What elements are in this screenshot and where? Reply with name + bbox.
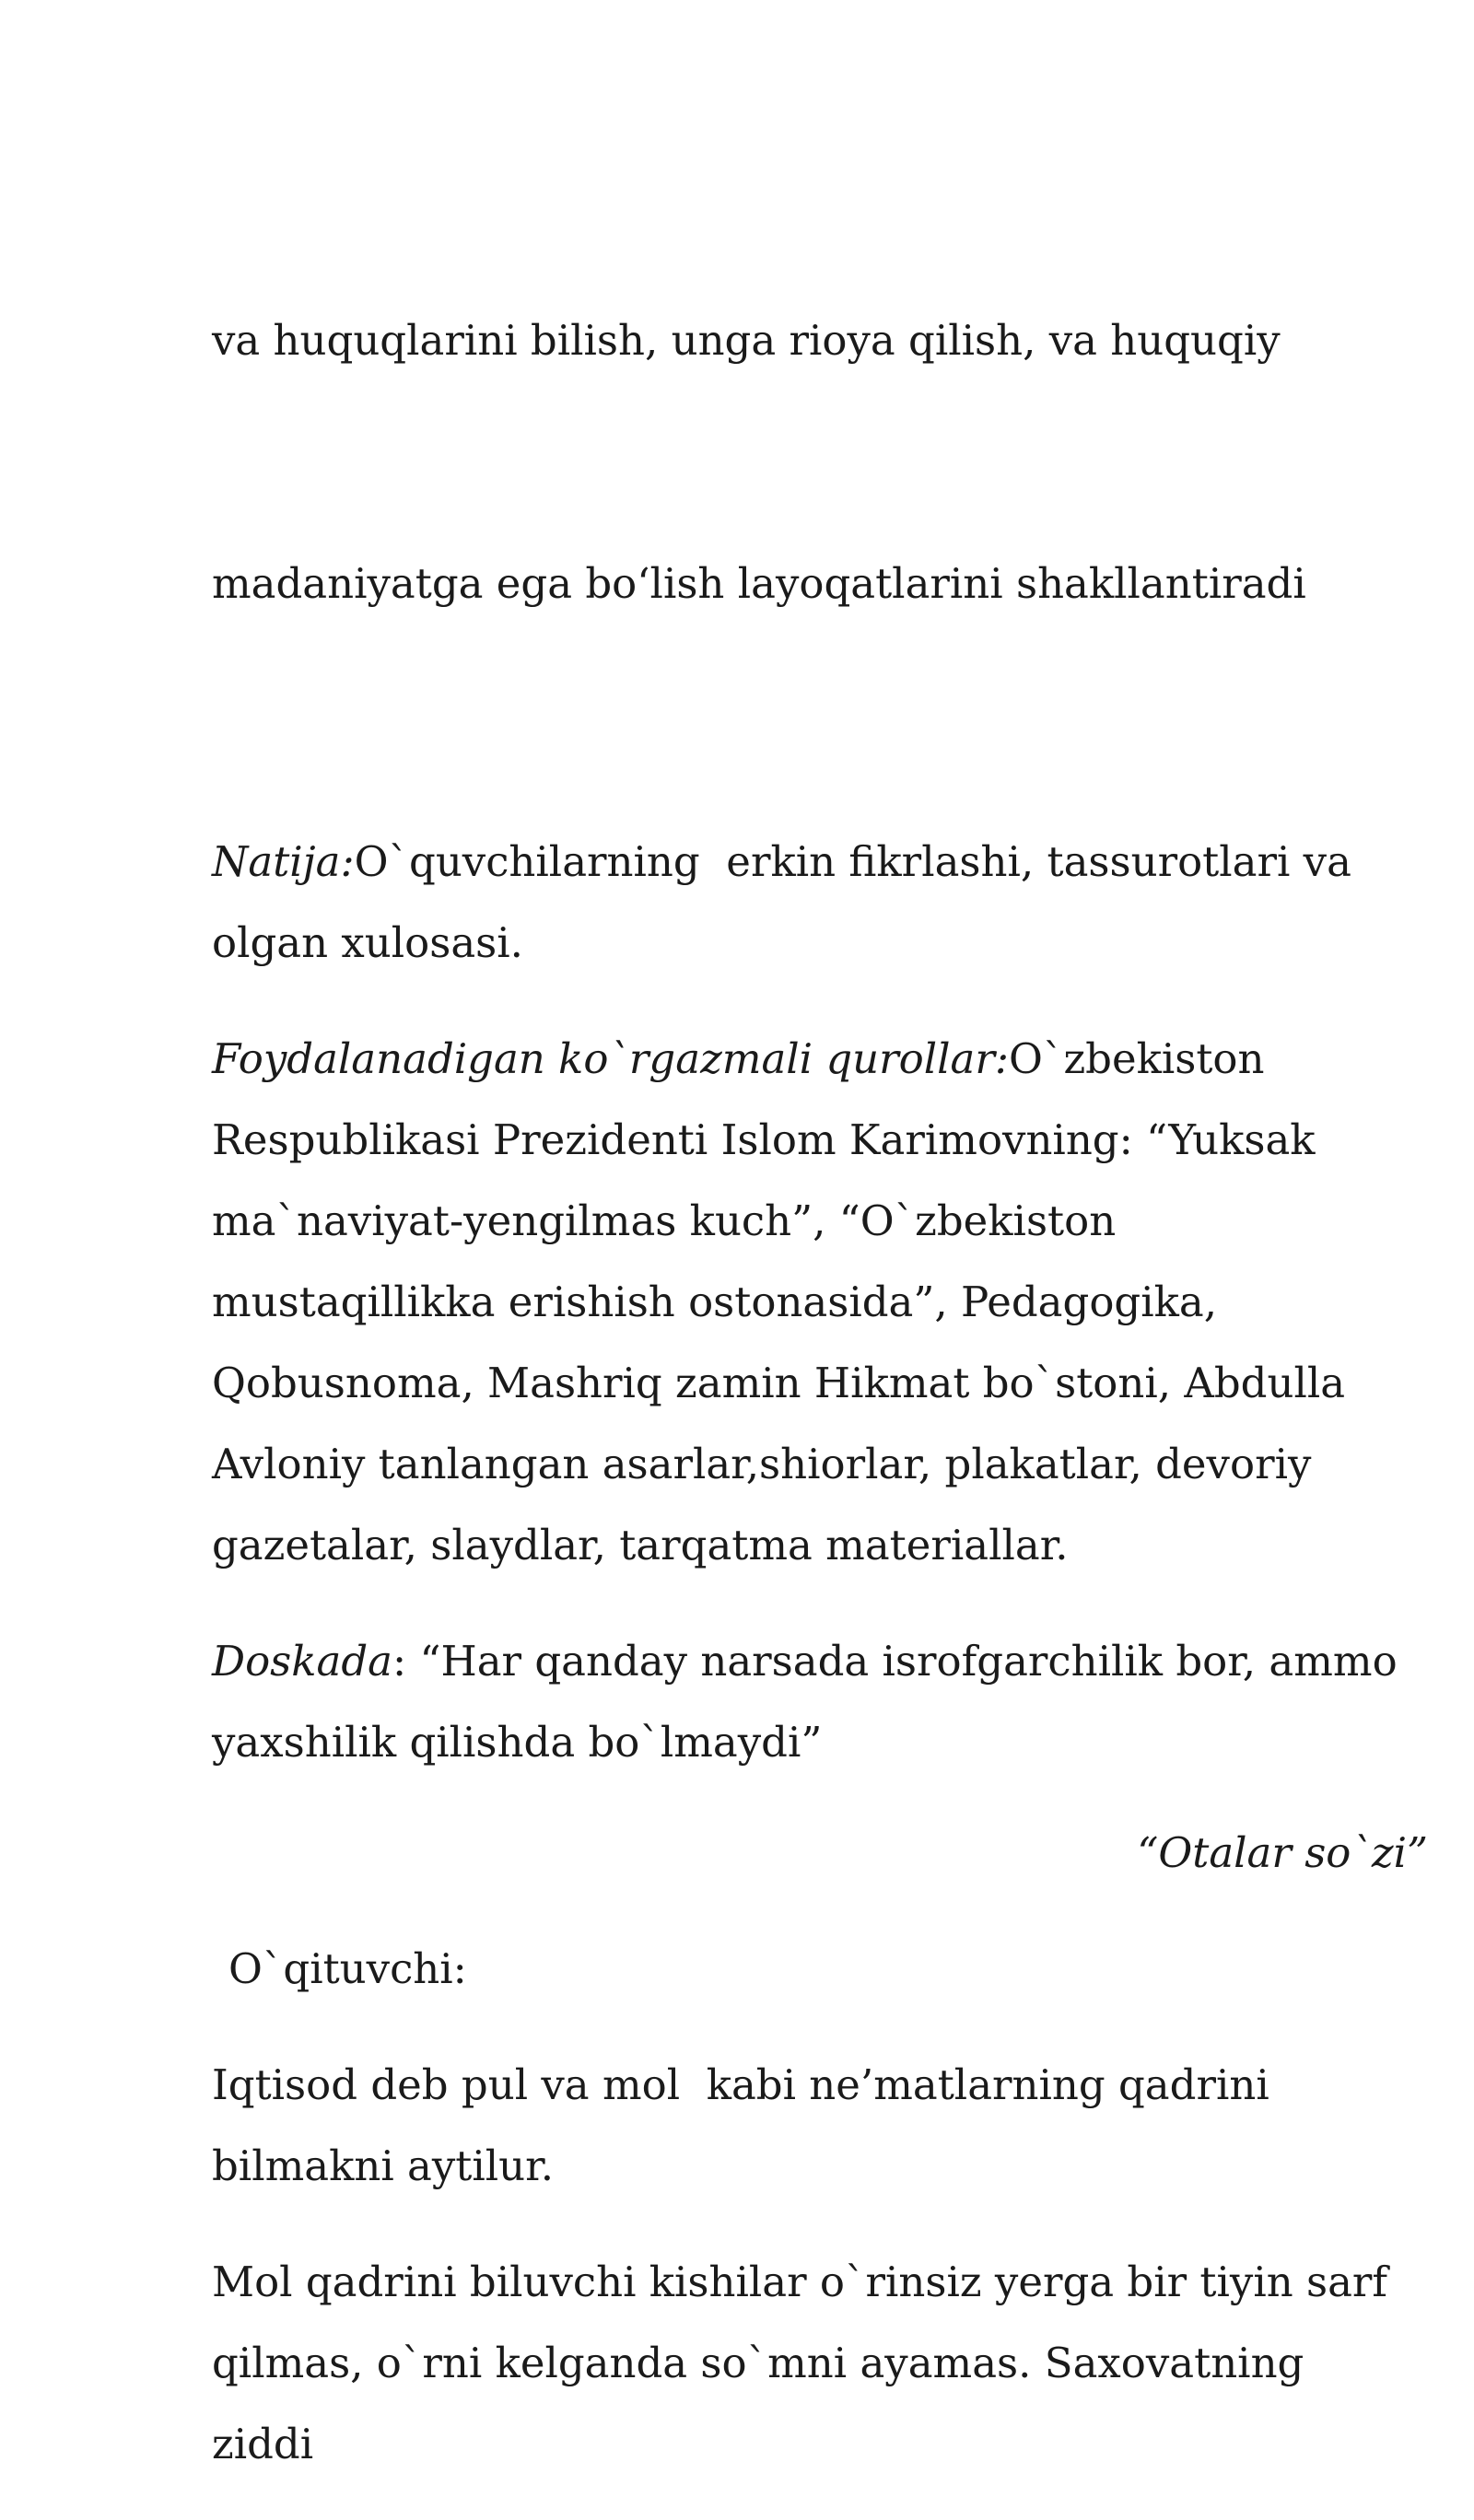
visual-aids-paragraph	[212, 1019, 1400, 1586]
speaker-label: O`qituvchi:	[228, 1944, 467, 1993]
board-label: Doskada	[212, 1637, 392, 1686]
board-quote-paragraph	[212, 1621, 1410, 1783]
visual-aids-text: O`zbekiston Respublikasi Prezidenti Islom Karimovning: “Yuksak ma`naviyat-yengilmas kuch”, “O`zbekiston mustaqillikka erishish ostonasida”, Pedagogika, Qobusnoma, Mashriq zamin Hikmat bo`stoni, Abdulla Avloniy tanlangan asarlar,shiorlar, plakatlar, devoriy gazetalar, slaydlar, tarqatma materiallar.	[212, 1034, 1359, 1569]
intro-line-1: va huquqlarini bilish, unga rioya qilish, va huquqiy	[212, 316, 1281, 365]
intro-line-2: madaniyatga ega bo‘lish layoqatlarini shakllantiradi	[212, 559, 1306, 608]
document-page	[212, 138, 1428, 2520]
natija-text: O`quvchilarning erkin fikrlashi, tassurotlari va olgan xulosasi.	[212, 837, 1365, 967]
natija-label: Natija:	[212, 837, 355, 886]
natija-paragraph	[212, 822, 1400, 984]
quote-attribution: “Otalar so`zi”	[1137, 1828, 1428, 1877]
intro-paragraph	[212, 138, 1400, 787]
iqtisod-paragraph: Iqtisod deb pul va mol kabi ne’matlarning qadrini bilmakni aytilur.	[212, 2060, 1283, 2190]
board-quote-text: : “Har qanday narsada isrofgarchilik bor, ammo yaxshilik qilishda bo`lmaydi”	[212, 1637, 1410, 1767]
visual-aids-label: Foydalanadigan ko`rgazmali qurollar:	[212, 1034, 1010, 1083]
mol-paragraph: Mol qadrini biluvchi kishilar o`rinsiz yerga bir tiyin sarf qilmas, o`rni kelganda so`mni ayamas. Saxovatning ziddi	[212, 2258, 1401, 2468]
